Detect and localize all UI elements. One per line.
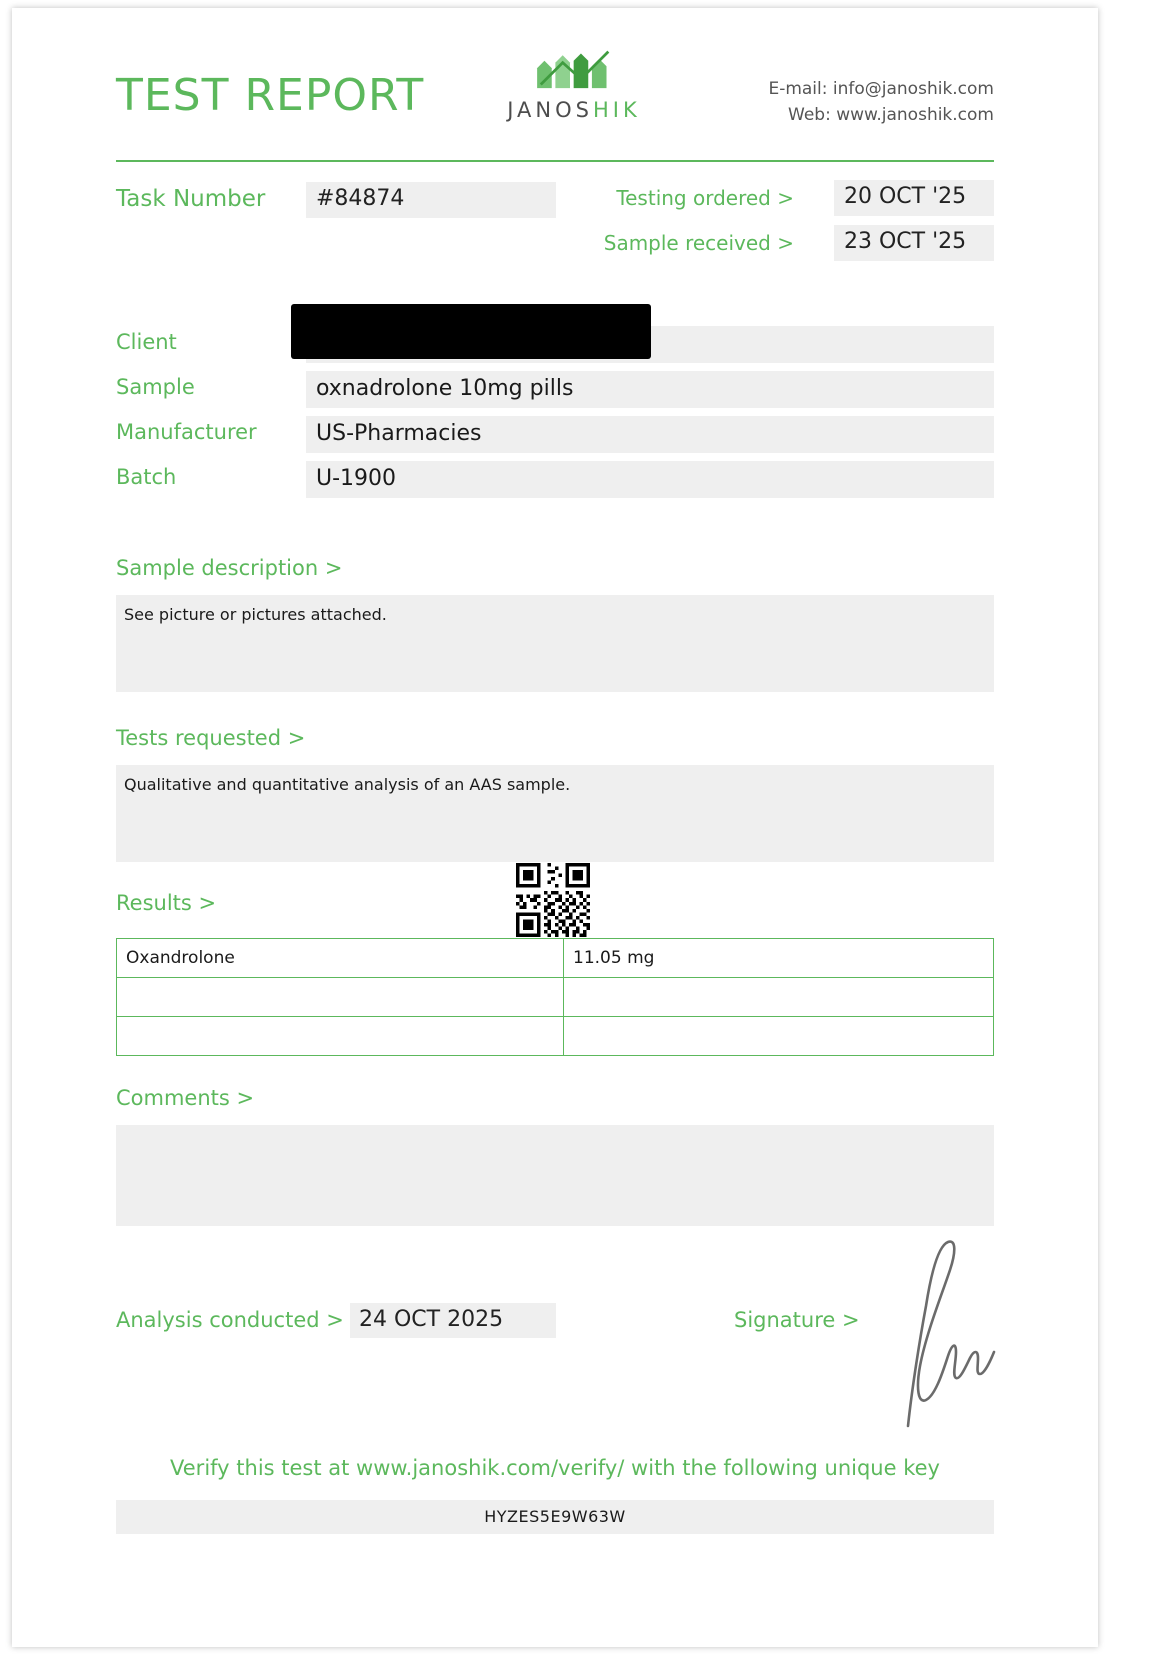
signature-label: Signature > [734,1308,860,1332]
contact-web: Web: www.janoshik.com [788,105,994,126]
tests-requested-title: Tests requested > [116,726,306,750]
field-row-client [116,326,994,363]
result-amount-2 [564,1017,994,1056]
table-row [117,978,994,1017]
signature-icon [886,1238,1006,1433]
logo-word-dark: JANOS [507,98,593,122]
verify-text: Verify this test at www.janoshik.com/verify/ with the following unique key [170,1456,940,1480]
manufacturer-label: Manufacturer [116,420,257,444]
logo-mark-icon [528,48,619,90]
result-name-2 [117,1017,564,1056]
table-row [117,939,994,978]
field-row-batch [116,461,994,498]
field-row-sample [116,371,994,408]
comments-title: Comments > [116,1086,255,1110]
sample-description-title: Sample description > [116,556,343,580]
results-title: Results > [116,891,217,915]
batch-label: Batch [116,465,177,489]
sample-label: Sample [116,375,195,399]
results-table [116,938,994,1056]
comments-text [116,1125,994,1226]
sample-received-value: 23 OCT '25 [834,225,994,261]
analysis-conducted-label: Analysis conducted > [116,1308,344,1332]
result-amount-1 [564,978,994,1017]
report-content [116,8,994,1647]
analysis-conducted-date: 24 OCT 2025 [350,1303,556,1338]
result-name-0: Oxandrolone [117,939,564,978]
report-header [116,48,994,148]
redaction-bar [291,304,651,359]
page-title: TEST REPORT [116,70,425,121]
sample-value: oxnadrolone 10mg pills [306,371,994,408]
tests-requested-text: Qualitative and quantitative analysis of an AAS sample. [116,765,994,862]
testing-ordered-value: 20 OCT '25 [834,180,994,216]
janoshik-logo [484,48,664,122]
batch-value: U-1900 [306,461,994,498]
header-divider [116,160,994,162]
field-row-manufacturer [116,416,994,453]
table-row [117,1017,994,1056]
client-label: Client [116,330,177,354]
sample-description-text: See picture or pictures attached. [116,595,994,692]
sample-received-label: Sample received > [603,231,794,255]
qr-code-icon [516,863,590,937]
logo-word-green: HIK [593,98,641,122]
manufacturer-value: US-Pharmacies [306,416,994,453]
testing-ordered-label: Testing ordered > [616,186,794,210]
result-name-1 [117,978,564,1017]
unique-key-value: HYZES5E9W63W [116,1500,994,1534]
logo-wordmark [484,98,664,122]
contact-email: E-mail: info@janoshik.com [768,79,994,99]
task-number-label: Task Number [116,186,266,212]
result-amount-0: 11.05 mg [564,939,994,978]
contact-block [768,76,994,129]
task-number-value: #84874 [306,182,556,218]
report-sheet [12,8,1098,1647]
